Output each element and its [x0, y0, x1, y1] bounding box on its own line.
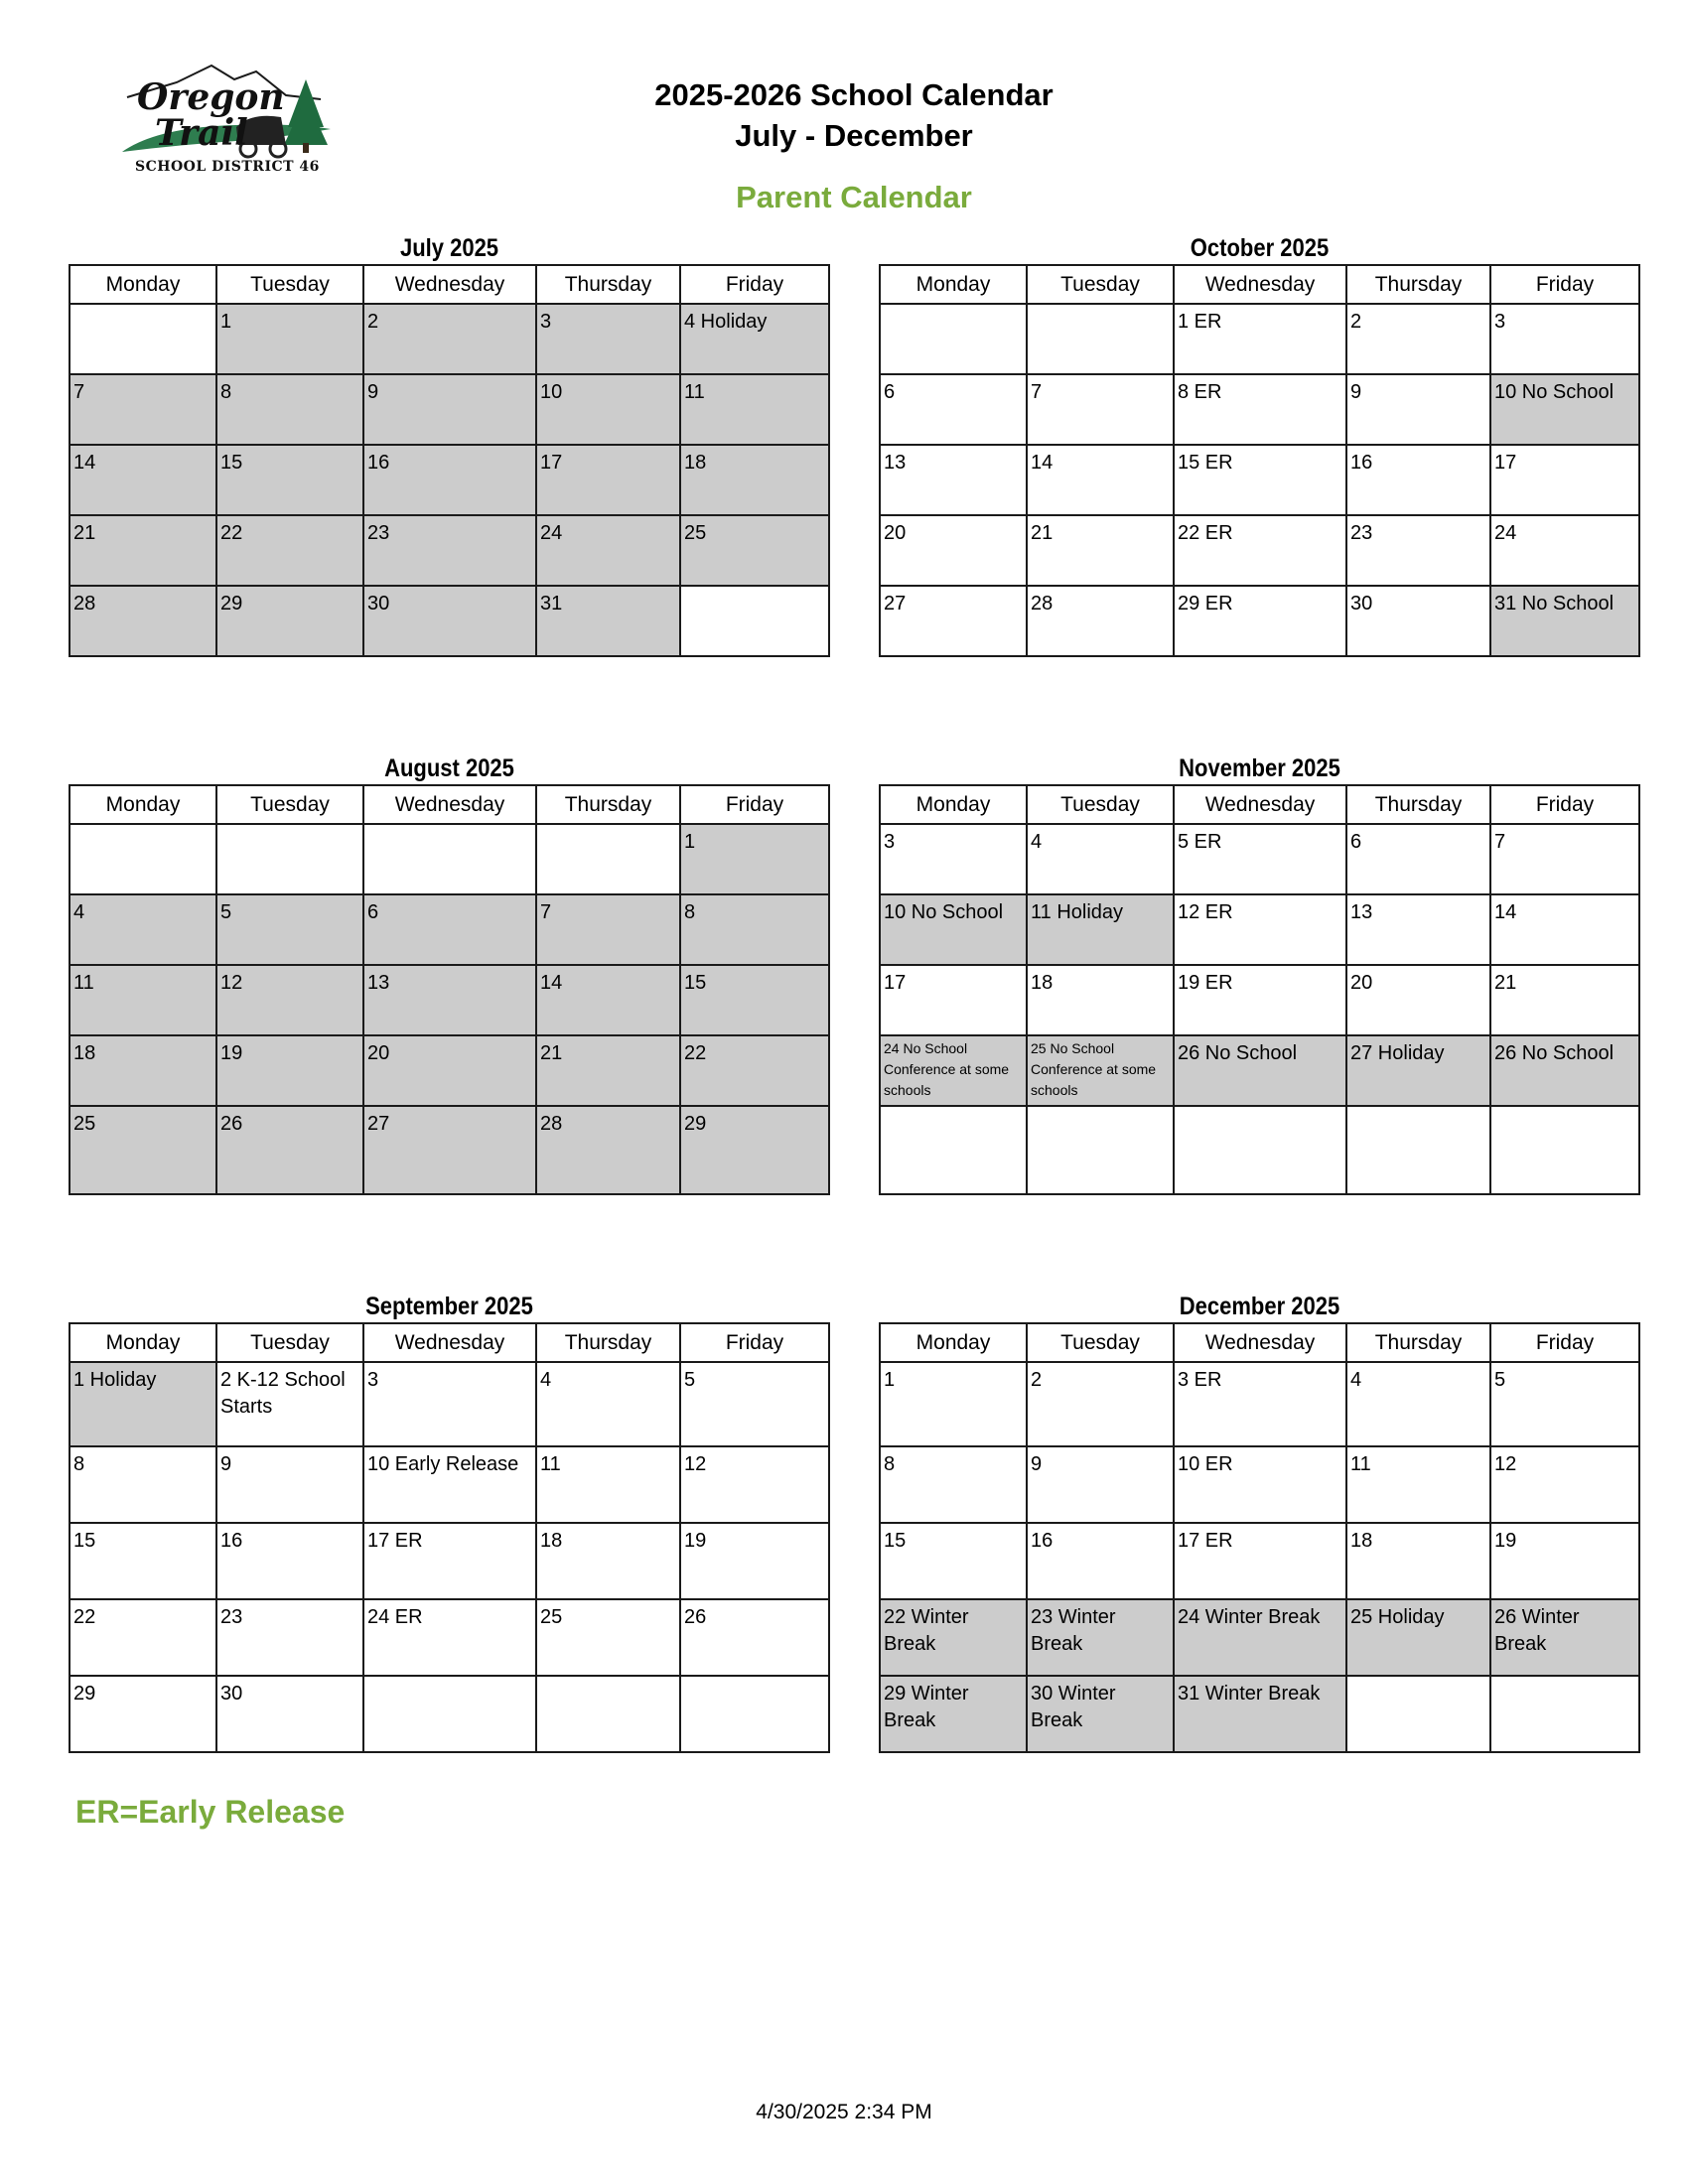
- day-cell: 29: [216, 586, 363, 656]
- day-cell: 5 ER: [1174, 824, 1346, 894]
- day-cell: 20: [1346, 965, 1490, 1035]
- day-cell: 29: [70, 1676, 216, 1752]
- week-row: [880, 1446, 1639, 1523]
- day-cell: 3: [363, 1362, 536, 1446]
- day-cell: 15: [70, 1523, 216, 1599]
- day-cell: 5: [1490, 1362, 1639, 1446]
- day-cell: 15: [680, 965, 829, 1035]
- weekday-header: Monday: [70, 785, 216, 824]
- day-cell: 4: [536, 1362, 680, 1446]
- weekday-header: Wednesday: [1174, 265, 1346, 304]
- weekday-header: Monday: [880, 1323, 1027, 1362]
- day-cell: 2: [1346, 304, 1490, 374]
- day-cell: 18: [1346, 1523, 1490, 1599]
- tree-icon: [284, 79, 328, 153]
- day-cell: 7: [1490, 824, 1639, 894]
- day-cell: 17 ER: [1174, 1523, 1346, 1599]
- day-cell: 2: [363, 304, 536, 374]
- day-cell: 31 No School: [1490, 586, 1639, 656]
- day-cell: 6: [1346, 824, 1490, 894]
- calendar-table: [879, 1322, 1640, 1753]
- day-cell: 21: [1027, 515, 1174, 586]
- day-cell: 30: [363, 586, 536, 656]
- week-row: [70, 894, 829, 965]
- day-cell: [70, 304, 216, 374]
- week-row: [70, 1106, 829, 1194]
- logo-word-trail: Trail: [155, 112, 248, 154]
- weekday-header: Tuesday: [1027, 265, 1174, 304]
- month-title: November 2025: [1179, 754, 1340, 782]
- day-cell: 18: [680, 445, 829, 515]
- week-row: [880, 1035, 1639, 1106]
- day-cell: 13: [1346, 894, 1490, 965]
- day-cell: 16: [1346, 445, 1490, 515]
- day-cell: 8: [216, 374, 363, 445]
- weekday-header: Tuesday: [216, 785, 363, 824]
- day-cell: 1: [680, 824, 829, 894]
- day-cell: 21: [536, 1035, 680, 1106]
- day-cell: 22 ER: [1174, 515, 1346, 586]
- day-cell: 25 Holiday: [1346, 1599, 1490, 1676]
- day-cell: 14: [70, 445, 216, 515]
- week-row: [70, 824, 829, 894]
- month-title: September 2025: [365, 1293, 533, 1320]
- logo-district: SCHOOL DISTRICT 46: [135, 159, 320, 175]
- weekday-header: Tuesday: [216, 265, 363, 304]
- day-cell: 11 Holiday: [1027, 894, 1174, 965]
- day-cell: 27: [880, 586, 1027, 656]
- day-cell: 19 ER: [1174, 965, 1346, 1035]
- legend-early-release: ER=Early Release: [75, 1794, 346, 1830]
- weekday-header: Friday: [680, 785, 829, 824]
- week-row: [70, 1446, 829, 1523]
- day-cell: 28: [1027, 586, 1174, 656]
- day-cell: [216, 824, 363, 894]
- month-july: [69, 232, 830, 657]
- day-cell: 14: [1027, 445, 1174, 515]
- day-cell: 4: [1027, 824, 1174, 894]
- day-cell: 2: [1027, 1362, 1174, 1446]
- day-cell: 4: [70, 894, 216, 965]
- day-cell: 29: [680, 1106, 829, 1194]
- day-cell: 15: [216, 445, 363, 515]
- day-cell: 4 Holiday: [680, 304, 829, 374]
- calendar-table: [69, 784, 830, 1195]
- month-november: [879, 752, 1640, 1195]
- weekday-header: Tuesday: [216, 1323, 363, 1362]
- weekday-header: Tuesday: [1027, 785, 1174, 824]
- day-cell: 13: [363, 965, 536, 1035]
- day-cell: 5: [680, 1362, 829, 1446]
- day-cell: 9: [363, 374, 536, 445]
- day-cell: 9: [216, 1446, 363, 1523]
- weekday-header: Wednesday: [363, 785, 536, 824]
- week-row: [880, 824, 1639, 894]
- weekday-header: Monday: [880, 265, 1027, 304]
- day-cell: 24: [536, 515, 680, 586]
- day-cell: 12: [216, 965, 363, 1035]
- day-cell: 16: [1027, 1523, 1174, 1599]
- day-cell: [1490, 1676, 1639, 1752]
- month-title: December 2025: [1179, 1293, 1340, 1320]
- week-row: [880, 586, 1639, 656]
- weekday-header: Thursday: [536, 785, 680, 824]
- day-cell: 25: [70, 1106, 216, 1194]
- logo-word-oregon: Oregon: [137, 76, 285, 118]
- day-cell: 11: [1346, 1446, 1490, 1523]
- day-cell: 26 No School: [1174, 1035, 1346, 1106]
- day-cell: 11: [680, 374, 829, 445]
- weekday-header: Friday: [680, 1323, 829, 1362]
- week-row: [880, 965, 1639, 1035]
- day-cell: 23: [216, 1599, 363, 1676]
- day-cell: [363, 1676, 536, 1752]
- day-cell: 18: [1027, 965, 1174, 1035]
- day-cell: [70, 824, 216, 894]
- week-row: [70, 1523, 829, 1599]
- day-cell: 27: [363, 1106, 536, 1194]
- weekday-header: Monday: [70, 1323, 216, 1362]
- day-cell: 20: [880, 515, 1027, 586]
- day-cell: 8: [70, 1446, 216, 1523]
- calendar-table: [69, 1322, 830, 1753]
- day-cell: 23: [1346, 515, 1490, 586]
- day-cell: 24 No School Conference at some schools: [880, 1035, 1027, 1106]
- weekday-header: Wednesday: [363, 265, 536, 304]
- day-cell: 30: [1346, 586, 1490, 656]
- weekday-header: Thursday: [536, 265, 680, 304]
- day-cell: 25: [680, 515, 829, 586]
- calendar-range: July - December: [735, 118, 973, 153]
- week-row: [880, 1523, 1639, 1599]
- day-cell: 4: [1346, 1362, 1490, 1446]
- week-row: [880, 304, 1639, 374]
- day-cell: 17: [536, 445, 680, 515]
- month-september: [69, 1291, 830, 1753]
- day-cell: 9: [1027, 1446, 1174, 1523]
- day-cell: 6: [363, 894, 536, 965]
- day-cell: 28: [536, 1106, 680, 1194]
- week-row: [880, 1362, 1639, 1446]
- week-row: [70, 445, 829, 515]
- day-cell: 17 ER: [363, 1523, 536, 1599]
- day-cell: 10: [536, 374, 680, 445]
- day-cell: 8 ER: [1174, 374, 1346, 445]
- day-cell: [536, 824, 680, 894]
- day-cell: 10 Early Release: [363, 1446, 536, 1523]
- day-cell: 2 K-12 School Starts: [216, 1362, 363, 1446]
- day-cell: 12: [1490, 1446, 1639, 1523]
- day-cell: 8: [880, 1446, 1027, 1523]
- day-cell: 8: [680, 894, 829, 965]
- week-row: [880, 515, 1639, 586]
- weekday-header: Thursday: [1346, 785, 1490, 824]
- day-cell: 15 ER: [1174, 445, 1346, 515]
- day-cell: 10 No School: [880, 894, 1027, 965]
- day-cell: 13: [880, 445, 1027, 515]
- month-title: July 2025: [399, 234, 499, 262]
- day-cell: 23 Winter Break: [1027, 1599, 1174, 1676]
- day-cell: [680, 586, 829, 656]
- day-cell: 3: [536, 304, 680, 374]
- week-row: [880, 894, 1639, 965]
- day-cell: 1 Holiday: [70, 1362, 216, 1446]
- day-cell: 24 ER: [363, 1599, 536, 1676]
- weekday-header: Friday: [1490, 265, 1639, 304]
- calendar-table: [69, 264, 830, 657]
- weekday-header: Monday: [880, 785, 1027, 824]
- day-cell: 26 No School: [1490, 1035, 1639, 1106]
- week-row: [70, 1362, 829, 1446]
- week-row: [880, 374, 1639, 445]
- day-cell: 17: [880, 965, 1027, 1035]
- day-cell: [363, 824, 536, 894]
- day-cell: 25: [536, 1599, 680, 1676]
- month-august: [69, 752, 830, 1195]
- day-cell: 5: [216, 894, 363, 965]
- day-cell: [1490, 1106, 1639, 1194]
- day-cell: [1346, 1676, 1490, 1752]
- day-cell: 22 Winter Break: [880, 1599, 1027, 1676]
- day-cell: 24 Winter Break: [1174, 1599, 1346, 1676]
- day-cell: 20: [363, 1035, 536, 1106]
- day-cell: 16: [216, 1523, 363, 1599]
- week-row: [880, 445, 1639, 515]
- week-row: [880, 1106, 1639, 1194]
- day-cell: 1: [216, 304, 363, 374]
- month-title: October 2025: [1190, 234, 1330, 262]
- week-row: [70, 965, 829, 1035]
- day-cell: 12: [680, 1446, 829, 1523]
- day-cell: 21: [1490, 965, 1639, 1035]
- week-row: [70, 1676, 829, 1752]
- day-cell: 7: [536, 894, 680, 965]
- day-cell: 22: [680, 1035, 829, 1106]
- day-cell: 19: [1490, 1523, 1639, 1599]
- day-cell: 27 Holiday: [1346, 1035, 1490, 1106]
- day-cell: 16: [363, 445, 536, 515]
- day-cell: 15: [880, 1523, 1027, 1599]
- day-cell: 31: [536, 586, 680, 656]
- day-cell: 21: [70, 515, 216, 586]
- day-cell: 12 ER: [1174, 894, 1346, 965]
- weekday-header: Friday: [1490, 785, 1639, 824]
- footer-timestamp: 4/30/2025 2:34 PM: [756, 2101, 932, 2123]
- day-cell: 18: [536, 1523, 680, 1599]
- day-cell: 3: [880, 824, 1027, 894]
- weekday-header: Wednesday: [363, 1323, 536, 1362]
- day-cell: 29 ER: [1174, 586, 1346, 656]
- calendar-subtitle: Parent Calendar: [736, 180, 972, 214]
- day-cell: 17: [1490, 445, 1639, 515]
- calendar-title: 2025-2026 School Calendar: [654, 77, 1054, 112]
- day-cell: [880, 304, 1027, 374]
- day-cell: 28: [70, 586, 216, 656]
- day-cell: 19: [216, 1035, 363, 1106]
- day-cell: 14: [536, 965, 680, 1035]
- week-row: [70, 374, 829, 445]
- week-row: [70, 1599, 829, 1676]
- month-december: [879, 1291, 1640, 1753]
- week-row: [880, 1676, 1639, 1752]
- week-row: [70, 1035, 829, 1106]
- calendar-table: [879, 264, 1640, 657]
- day-cell: 31 Winter Break: [1174, 1676, 1346, 1752]
- district-logo: [117, 58, 346, 182]
- day-cell: 1: [880, 1362, 1027, 1446]
- day-cell: 24: [1490, 515, 1639, 586]
- weekday-header: Tuesday: [1027, 1323, 1174, 1362]
- day-cell: 26 Winter Break: [1490, 1599, 1639, 1676]
- day-cell: 19: [680, 1523, 829, 1599]
- day-cell: 3 ER: [1174, 1362, 1346, 1446]
- day-cell: 10 No School: [1490, 374, 1639, 445]
- day-cell: 23: [363, 515, 536, 586]
- day-cell: [1174, 1106, 1346, 1194]
- day-cell: [1346, 1106, 1490, 1194]
- day-cell: 22: [216, 515, 363, 586]
- week-row: [880, 1599, 1639, 1676]
- day-cell: [880, 1106, 1027, 1194]
- weekday-header: Friday: [680, 265, 829, 304]
- day-cell: [680, 1676, 829, 1752]
- month-october: [879, 232, 1640, 657]
- day-cell: 9: [1346, 374, 1490, 445]
- week-row: [70, 586, 829, 656]
- day-cell: 7: [70, 374, 216, 445]
- week-row: [70, 304, 829, 374]
- weekday-header: Wednesday: [1174, 785, 1346, 824]
- day-cell: 11: [70, 965, 216, 1035]
- day-cell: 30 Winter Break: [1027, 1676, 1174, 1752]
- calendar-table: [879, 784, 1640, 1195]
- day-cell: 7: [1027, 374, 1174, 445]
- day-cell: 25 No School Conference at some schools: [1027, 1035, 1174, 1106]
- weekday-header: Thursday: [1346, 1323, 1490, 1362]
- day-cell: 26: [680, 1599, 829, 1676]
- day-cell: 1 ER: [1174, 304, 1346, 374]
- day-cell: 6: [880, 374, 1027, 445]
- day-cell: [1027, 1106, 1174, 1194]
- weekday-header: Thursday: [1346, 265, 1490, 304]
- day-cell: 22: [70, 1599, 216, 1676]
- day-cell: 11: [536, 1446, 680, 1523]
- day-cell: 29 Winter Break: [880, 1676, 1027, 1752]
- day-cell: 14: [1490, 894, 1639, 965]
- weekday-header: Friday: [1490, 1323, 1639, 1362]
- day-cell: 3: [1490, 304, 1639, 374]
- day-cell: [536, 1676, 680, 1752]
- weekday-header: Monday: [70, 265, 216, 304]
- day-cell: 30: [216, 1676, 363, 1752]
- month-title: August 2025: [384, 754, 514, 782]
- day-cell: 18: [70, 1035, 216, 1106]
- weekday-header: Thursday: [536, 1323, 680, 1362]
- weekday-header: Wednesday: [1174, 1323, 1346, 1362]
- day-cell: 10 ER: [1174, 1446, 1346, 1523]
- week-row: [70, 515, 829, 586]
- day-cell: [1027, 304, 1174, 374]
- day-cell: 26: [216, 1106, 363, 1194]
